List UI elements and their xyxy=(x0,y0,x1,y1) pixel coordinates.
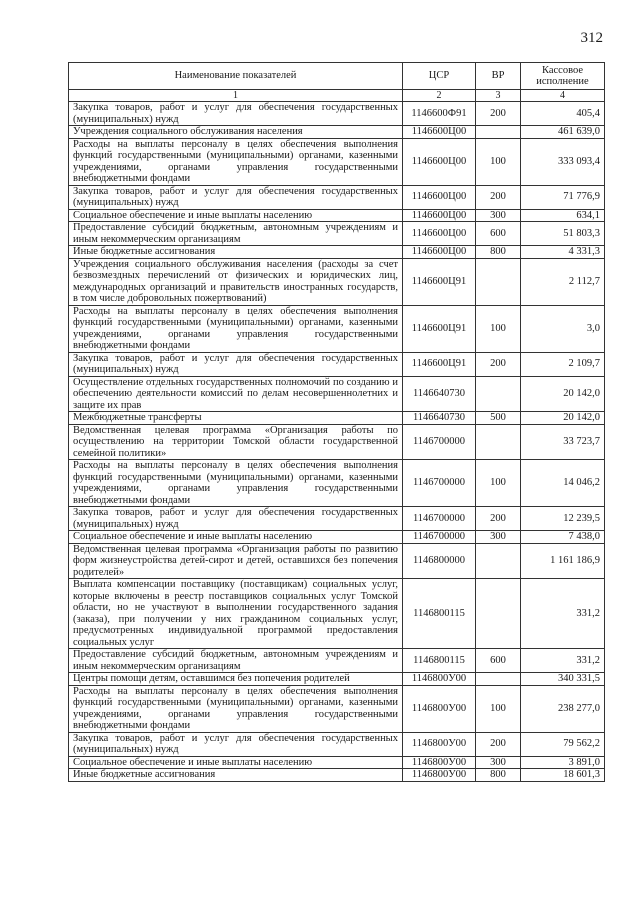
table-row xyxy=(69,412,605,425)
row-name: Иные бюджетные ассигнования xyxy=(69,246,403,259)
table-row xyxy=(69,507,605,531)
row-csr: 1146600Ц91 xyxy=(403,258,476,305)
table-row xyxy=(69,258,605,305)
row-sum: 3 891,0 xyxy=(521,756,605,769)
row-sum: 71 776,9 xyxy=(521,185,605,209)
row-sum: 20 142,0 xyxy=(521,412,605,425)
table-row xyxy=(69,185,605,209)
row-sum: 1 161 186,9 xyxy=(521,543,605,579)
row-vr: 200 xyxy=(476,185,521,209)
row-sum: 2 112,7 xyxy=(521,258,605,305)
table-row xyxy=(69,460,605,507)
row-csr: 1146800115 xyxy=(403,579,476,649)
row-name: Предоставление субсидий бюджетным, автономным учреждениям и иным некоммерческим организациям xyxy=(69,649,403,673)
table-row xyxy=(69,769,605,782)
table-header-row xyxy=(69,63,605,90)
row-sum: 18 601,3 xyxy=(521,769,605,782)
row-vr: 500 xyxy=(476,412,521,425)
row-csr: 1146600Ц00 xyxy=(403,222,476,246)
row-vr xyxy=(476,543,521,579)
row-csr: 1146700000 xyxy=(403,531,476,544)
table-row xyxy=(69,579,605,649)
page-number: 312 xyxy=(580,30,603,46)
row-vr: 800 xyxy=(476,246,521,259)
row-csr: 1146600Ц91 xyxy=(403,305,476,352)
row-sum: 12 239,5 xyxy=(521,507,605,531)
row-name: Предоставление субсидий бюджетным, автономным учреждениям и иным некоммерческим организациям xyxy=(69,222,403,246)
row-csr: 1146700000 xyxy=(403,507,476,531)
budget-execution-table xyxy=(68,62,605,782)
row-sum: 461 639,0 xyxy=(521,126,605,139)
row-sum: 20 142,0 xyxy=(521,376,605,412)
table-row xyxy=(69,543,605,579)
row-name: Закупка товаров, работ и услуг для обеспечения государственных (муниципальных) нужд xyxy=(69,352,403,376)
row-vr: 200 xyxy=(476,352,521,376)
row-vr: 200 xyxy=(476,732,521,756)
row-csr: 1146700000 xyxy=(403,424,476,460)
row-name: Расходы на выплаты персоналу в целях обеспечения выполнения функций государственными (муниципальными) органами, казенными учреждениями, органами управления государственными внебюджетными фондами xyxy=(69,685,403,732)
table-row xyxy=(69,685,605,732)
row-csr: 1146800У00 xyxy=(403,769,476,782)
row-csr: 1146600Ц00 xyxy=(403,126,476,139)
table-row xyxy=(69,138,605,185)
row-vr: 300 xyxy=(476,756,521,769)
row-vr xyxy=(476,579,521,649)
table-row xyxy=(69,673,605,686)
row-vr: 800 xyxy=(476,769,521,782)
column-number: 2 xyxy=(403,90,476,102)
row-csr: 1146600Ц91 xyxy=(403,352,476,376)
row-sum: 238 277,0 xyxy=(521,685,605,732)
table-row xyxy=(69,376,605,412)
row-sum: 340 331,5 xyxy=(521,673,605,686)
row-vr: 100 xyxy=(476,460,521,507)
row-csr: 1146600Ц00 xyxy=(403,246,476,259)
row-sum: 4 331,3 xyxy=(521,246,605,259)
row-csr: 1146800У00 xyxy=(403,756,476,769)
row-csr: 1146800У00 xyxy=(403,673,476,686)
row-vr: 100 xyxy=(476,138,521,185)
row-name: Учреждения социального обслуживания населения xyxy=(69,126,403,139)
row-vr xyxy=(476,258,521,305)
row-vr: 100 xyxy=(476,685,521,732)
row-vr xyxy=(476,673,521,686)
row-name: Социальное обеспечение и иные выплаты населению xyxy=(69,756,403,769)
row-name: Расходы на выплаты персоналу в целях обеспечения выполнения функций государственными (муниципальными) органами, казенными учреждениями, органами управления государственными внебюджетными фондами xyxy=(69,460,403,507)
row-sum: 7 438,0 xyxy=(521,531,605,544)
row-name: Расходы на выплаты персоналу в целях обеспечения выполнения функций государственными (муниципальными) органами, казенными учреждениями, органами управления государственными внебюджетными фондами xyxy=(69,305,403,352)
row-sum: 634,1 xyxy=(521,209,605,222)
row-vr xyxy=(476,424,521,460)
row-sum: 333 093,4 xyxy=(521,138,605,185)
column-number-row xyxy=(69,90,605,102)
row-csr: 1146600Ц00 xyxy=(403,185,476,209)
column-number: 1 xyxy=(69,90,403,102)
row-sum: 405,4 xyxy=(521,102,605,126)
row-csr: 1146640730 xyxy=(403,376,476,412)
row-name: Расходы на выплаты персоналу в целях обеспечения выполнения функций государственными (муниципальными) органами, казенными учреждениями, органами управления государственными внебюджетными фондами xyxy=(69,138,403,185)
header-vr: ВР xyxy=(476,63,521,90)
table-row xyxy=(69,246,605,259)
table-row xyxy=(69,424,605,460)
row-csr: 1146800115 xyxy=(403,649,476,673)
row-vr: 300 xyxy=(476,531,521,544)
header-name: Наименование показателей xyxy=(69,63,403,90)
table-row xyxy=(69,305,605,352)
row-vr: 200 xyxy=(476,102,521,126)
row-vr: 300 xyxy=(476,209,521,222)
row-csr: 1146600Ц00 xyxy=(403,138,476,185)
row-csr: 1146800У00 xyxy=(403,685,476,732)
row-sum: 331,2 xyxy=(521,579,605,649)
table-row xyxy=(69,102,605,126)
row-name: Ведомственная целевая программа «Организация работы по развитию форм жизнеустройства детей-сирот и детей, оставшихся без попечения родителей» xyxy=(69,543,403,579)
table-row xyxy=(69,732,605,756)
table-row xyxy=(69,222,605,246)
table-row xyxy=(69,649,605,673)
table-row xyxy=(69,352,605,376)
table-row xyxy=(69,209,605,222)
row-vr: 200 xyxy=(476,507,521,531)
row-sum: 79 562,2 xyxy=(521,732,605,756)
row-csr: 1146600Ф91 xyxy=(403,102,476,126)
row-name: Ведомственная целевая программа «Организация работы по осуществлению на территории Томской области государственной семейной политики» xyxy=(69,424,403,460)
column-number: 3 xyxy=(476,90,521,102)
row-name: Учреждения социального обслуживания населения (расходы за счет безвозмездных перечислений от физических и юридических лиц, международных организаций и правительств иностранных государств, в том числе добровольных пожертвований) xyxy=(69,258,403,305)
row-name: Социальное обеспечение и иные выплаты населению xyxy=(69,531,403,544)
row-sum: 331,2 xyxy=(521,649,605,673)
header-csr: ЦСР xyxy=(403,63,476,90)
row-name: Закупка товаров, работ и услуг для обеспечения государственных (муниципальных) нужд xyxy=(69,102,403,126)
row-vr xyxy=(476,376,521,412)
row-name: Осуществление отдельных государственных полномочий по созданию и обеспечению деятельности комиссий по делам несовершеннолетних и защите их прав xyxy=(69,376,403,412)
row-vr xyxy=(476,126,521,139)
header-sum: Кассовое исполнение xyxy=(521,63,605,90)
row-csr: 1146800000 xyxy=(403,543,476,579)
row-sum: 2 109,7 xyxy=(521,352,605,376)
row-name: Социальное обеспечение и иные выплаты населению xyxy=(69,209,403,222)
row-sum: 51 803,3 xyxy=(521,222,605,246)
row-sum: 33 723,7 xyxy=(521,424,605,460)
row-csr: 1146800У00 xyxy=(403,732,476,756)
table-row xyxy=(69,756,605,769)
row-name: Закупка товаров, работ и услуг для обеспечения государственных (муниципальных) нужд xyxy=(69,732,403,756)
column-number: 4 xyxy=(521,90,605,102)
row-vr: 600 xyxy=(476,649,521,673)
row-csr: 1146700000 xyxy=(403,460,476,507)
row-csr: 1146600Ц00 xyxy=(403,209,476,222)
table-row xyxy=(69,531,605,544)
row-name: Межбюджетные трансферты xyxy=(69,412,403,425)
row-sum: 3,0 xyxy=(521,305,605,352)
row-name: Закупка товаров, работ и услуг для обеспечения государственных (муниципальных) нужд xyxy=(69,185,403,209)
row-vr: 100 xyxy=(476,305,521,352)
row-name: Выплата компенсации поставщику (поставщикам) социальных услуг, которые включены в реестр поставщиков социальных услуг Томской области, но не участвуют в выполнении государственного задания (заказа), при получении у них гражданином социальных услуг, предусмотренных индивидуальной программой предоставления социальных услуг xyxy=(69,579,403,649)
row-sum: 14 046,2 xyxy=(521,460,605,507)
row-csr: 1146640730 xyxy=(403,412,476,425)
row-name: Закупка товаров, работ и услуг для обеспечения государственных (муниципальных) нужд xyxy=(69,507,403,531)
row-name: Центры помощи детям, оставшимся без попечения родителей xyxy=(69,673,403,686)
row-vr: 600 xyxy=(476,222,521,246)
row-name: Иные бюджетные ассигнования xyxy=(69,769,403,782)
table-row xyxy=(69,126,605,139)
